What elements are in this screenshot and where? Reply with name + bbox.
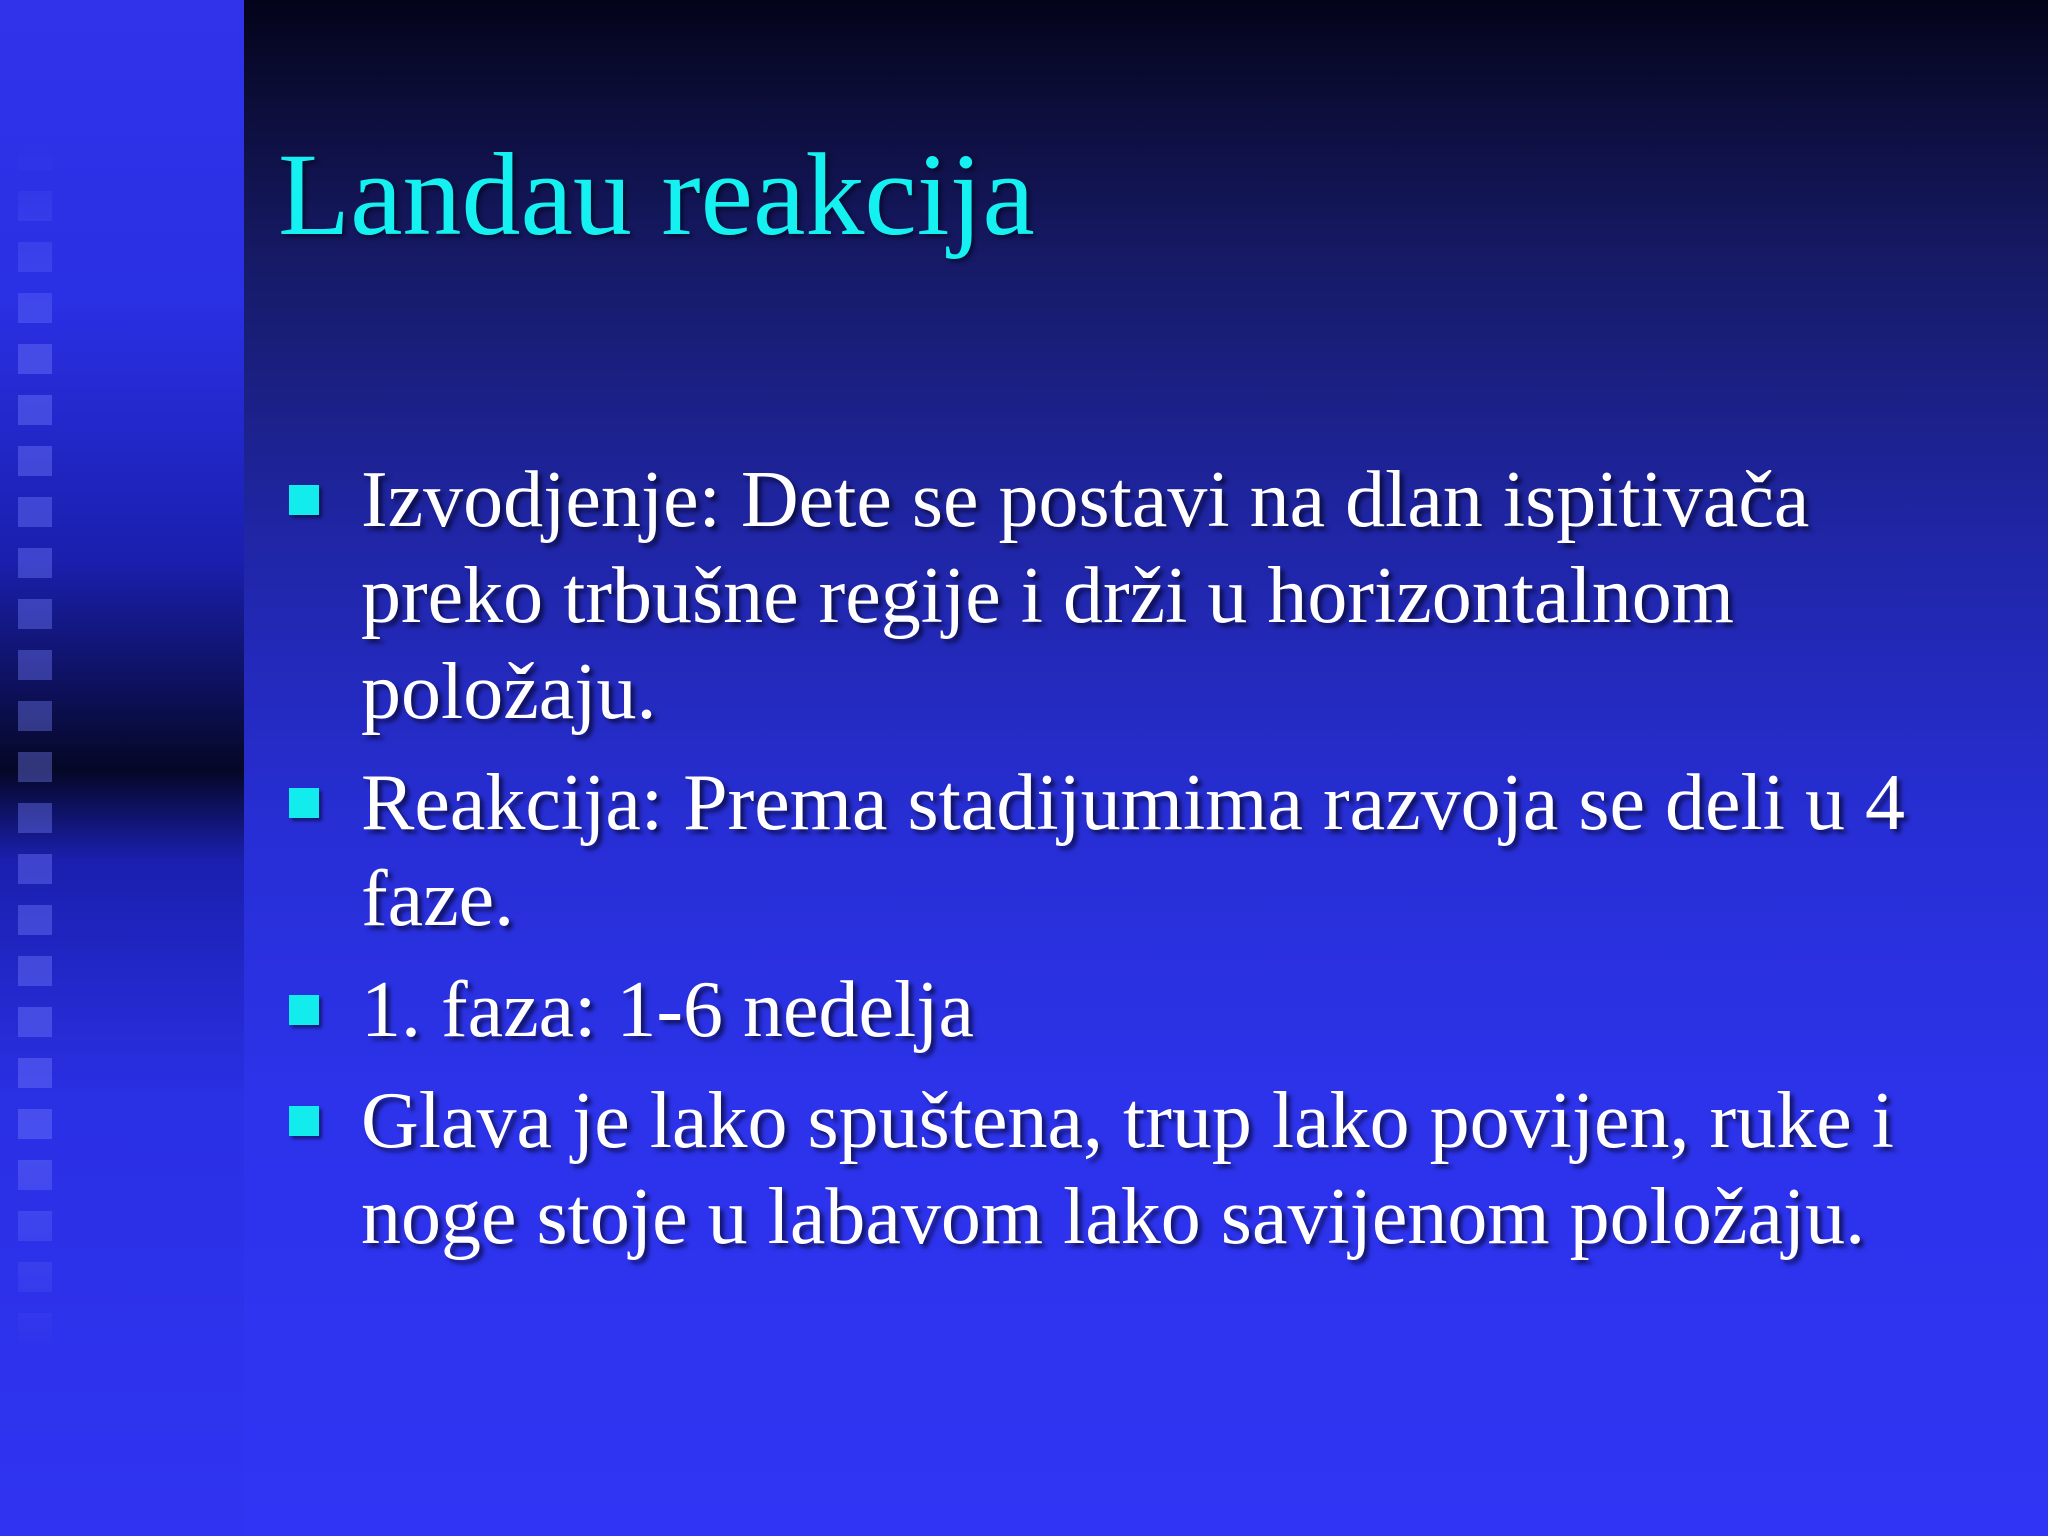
bullet-text: Reakcija: Prema stadijumima razvoja se deli u 4 faze.	[361, 759, 1905, 943]
square-bullet-icon	[289, 788, 319, 818]
slide-title: Landau reakcija	[278, 129, 1035, 260]
bullet-item	[285, 452, 1985, 740]
bullet-text: Glava je lako spuštena, trup lako povijen, ruke i noge stoje u labavom lako savijenom položaju.	[361, 1077, 1894, 1261]
decorative-squares-column	[18, 140, 52, 1360]
bullet-list	[285, 452, 1985, 1280]
bullet-text: 1. faza: 1-6 nedelja	[361, 966, 975, 1054]
bullet-item	[285, 962, 1985, 1058]
bullet-item	[285, 1073, 1985, 1265]
square-bullet-icon	[289, 485, 319, 515]
decorative-side-bar	[0, 0, 244, 1536]
bullet-item	[285, 755, 1985, 947]
bullet-text: Izvodjenje: Dete se postavi na dlan ispitivača preko trbušne regije i drži u horizontalnom položaju.	[361, 456, 1810, 736]
square-bullet-icon	[289, 1106, 319, 1136]
square-bullet-icon	[289, 995, 319, 1025]
